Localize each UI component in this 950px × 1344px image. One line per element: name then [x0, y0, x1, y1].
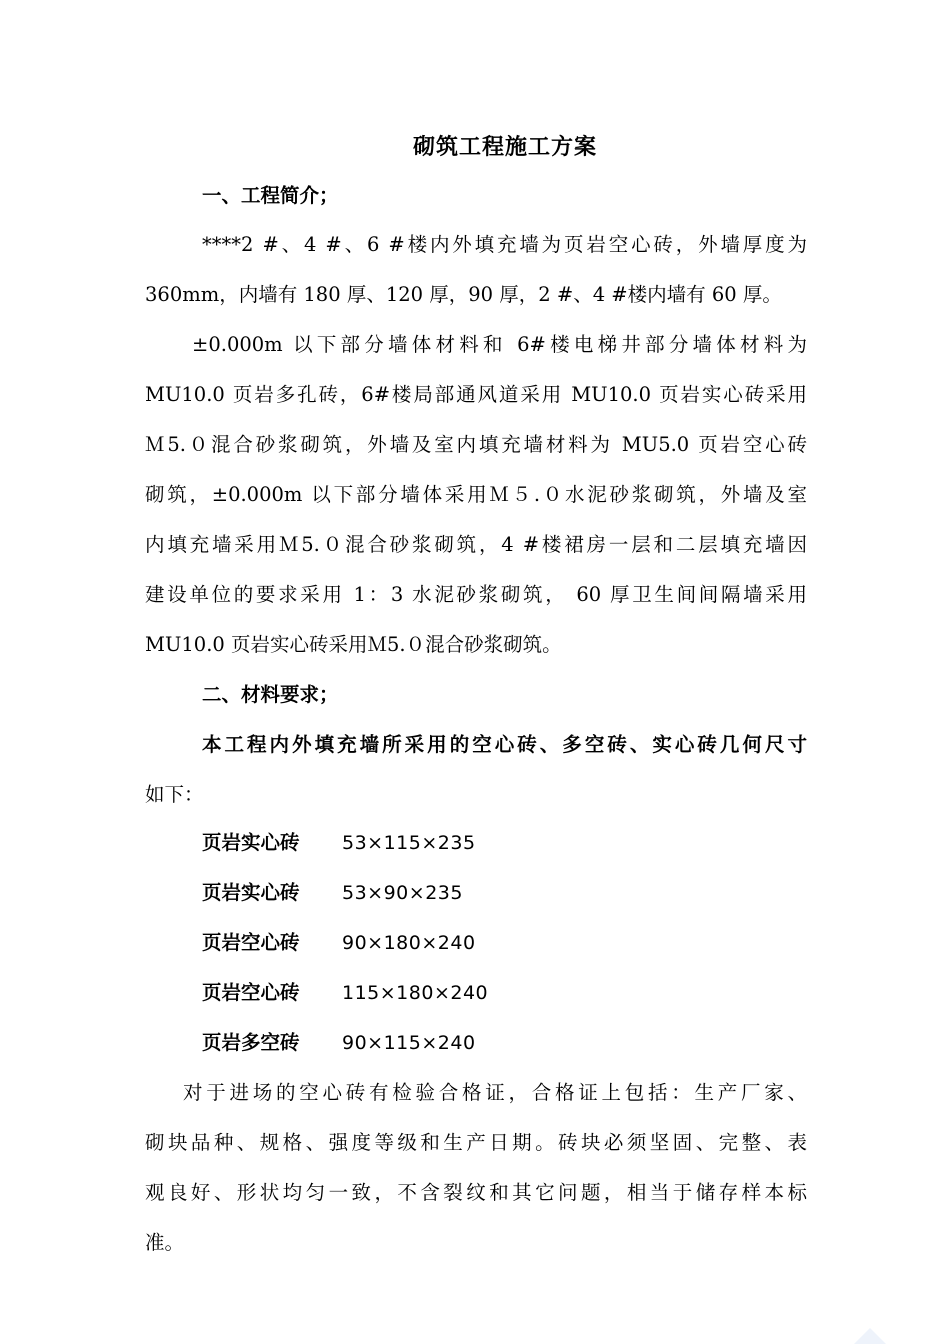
brick-size: 90×180×240: [342, 932, 476, 954]
brick-size: 53×115×235: [342, 832, 476, 854]
brick-size: 53×90×235: [342, 882, 463, 904]
brick-spec-row: [202, 1028, 476, 1058]
brick-spec-row: [202, 878, 463, 908]
paragraph-line: 内填充墙采用Ｍ5.０混合砂浆砌筑，4 #楼裙房一层和二层填充墙因: [145, 533, 807, 556]
brick-name: 页岩实心砖: [202, 881, 300, 904]
paragraph-line: MU10.0 页岩多孔砖，6#楼局部通风道采用 MU10.0 页岩实心砖采用: [145, 383, 807, 406]
section-heading-materials: 二、材料要求；: [202, 683, 339, 706]
brick-name: 页岩空心砖: [202, 931, 300, 954]
paragraph-line: 观良好、形状均匀一致，不含裂纹和其它问题，相当于储存样本标: [145, 1181, 807, 1204]
paragraph-line: 砌筑，±0.000m 以下部分墙体采用Ｍ５.０水泥砂浆砌筑，外墙及室: [145, 483, 807, 506]
brick-spec-row: [202, 928, 476, 958]
paragraph-line: Ｍ5.０混合砂浆砌筑，外墙及室内填充墙材料为 MU5.0 页岩空心砖: [145, 433, 807, 456]
section-heading-overview: 一、工程简介；: [202, 184, 339, 207]
brick-name: 页岩多空砖: [202, 1031, 300, 1054]
paragraph-line: 360mm，内墙有 180 厚、120 厚，90 厚，2 #、4 #楼内墙有 60 厚。: [145, 283, 782, 306]
paragraph-line: 准。: [145, 1231, 185, 1254]
brick-spec-row: [202, 978, 488, 1008]
paragraph-line: 本工程内外填充墙所采用的空心砖、多空砖、实心砖几何尺寸: [202, 733, 807, 756]
paragraph-line: 如下：: [145, 783, 204, 806]
brick-name: 页岩空心砖: [202, 981, 300, 1004]
paragraph-line: 建设单位的要求采用 1：3 水泥砂浆砌筑， 60 厚卫生间间隔墙采用: [145, 583, 807, 606]
paragraph-line: MU10.0 页岩实心砖采用Ｍ5.０混合砂浆砌筑。: [145, 633, 562, 656]
paragraph-line: 砌块品种、规格、强度等级和生产日期。砖块必须坚固、完整、表: [145, 1131, 807, 1154]
brick-size: 90×115×240: [342, 1032, 476, 1054]
paragraph-line: 对于进场的空心砖有检验合格证，合格证上包括：生产厂家、: [183, 1081, 807, 1104]
paragraph-line: ±0.000m 以下部分墙体材料和 6#楼电梯井部分墙体材料为: [192, 333, 807, 356]
paragraph-line: ****2 #、4 #、6 #楼内外填充墙为页岩空心砖，外墙厚度为: [202, 233, 807, 256]
brick-size: 115×180×240: [342, 982, 489, 1004]
brick-spec-row: [202, 828, 476, 858]
brick-name: 页岩实心砖: [202, 831, 300, 854]
document-title: 砌筑工程施工方案: [412, 134, 597, 160]
watermark-mark-icon: [830, 1324, 910, 1344]
